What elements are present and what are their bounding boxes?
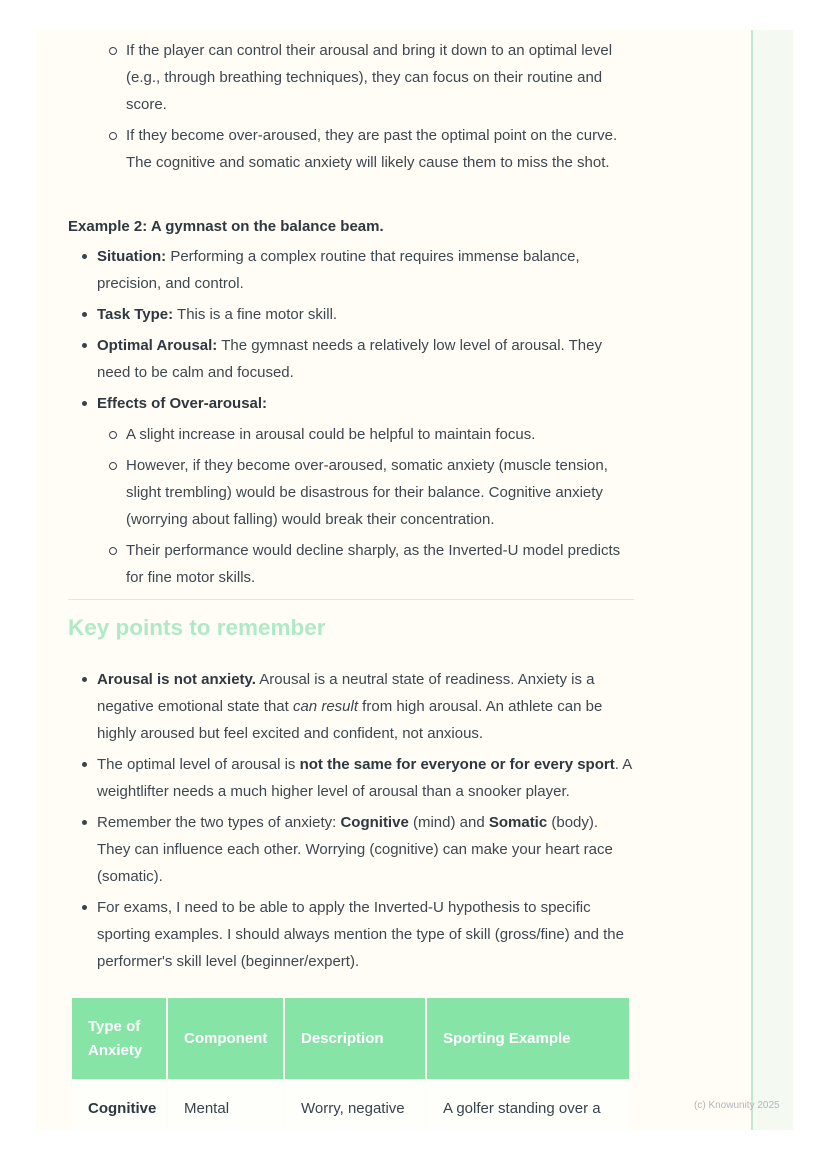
text-run: Remember the two types of anxiety: [97,814,341,831]
text-run: can result [292,698,359,715]
text-run: Situation: [97,248,167,265]
text-run: The optimal level of arousal is [97,756,300,773]
text-run: The gymnast needs a relatively low level of arousal. They need to be calm and focused. [97,337,602,381]
bullet-dot-icon [82,254,87,259]
text-run: not the same for everyone or for every sport [299,756,615,773]
text-run: If the player can control their arousal and bring it down to an optimal level (e.g., through breathing techniques), they can focus on their routine and score. [126,42,613,113]
bullet-dot-icon [82,677,87,682]
text-run: from high arousal. An athlete can be highly aroused but feel excited and confident, not anxious. [97,698,603,742]
table-cell: A golfer standing over a [427,1081,629,1130]
list-item [68,37,634,118]
list-item [68,751,634,805]
bullet-dot-icon [82,401,87,406]
text-run: If they become over-aroused, they are past the optimal point on the curve. The cognitive and somatic anxiety will likely cause them to miss the shot. [126,127,618,171]
text-run: (body). They can influence each other. Worrying (cognitive) can make your heart race (somatic). [97,814,613,885]
bullet-dot-icon [82,905,87,910]
circle-bullet-icon [109,547,117,555]
text-run: Task Type: [97,306,174,323]
list-item [68,421,634,448]
section-divider [68,599,634,600]
text-run: However, if they become over-aroused, somatic anxiety (muscle tension, slight trembling) would be disastrous for their balance. Cognitive anxiety (worrying about falling) would break their concentration. [126,457,608,528]
list-item [68,243,634,297]
text-run: Performing a complex routine that requires immense balance, precision, and control. [97,248,580,292]
text-run: Effects of Over-arousal: [97,395,268,412]
circle-bullet-icon [109,47,117,55]
bullet-dot-icon [82,762,87,767]
list-item [68,452,634,533]
table-cell: Worry, negative [285,1081,425,1130]
table-cell: Cognitive [72,1081,166,1130]
example2-list [68,243,634,591]
list-item [68,301,634,328]
text-run: Cognitive [340,814,409,831]
table-header-cell: Type of Anxiety [72,998,166,1079]
table-cell: Mental [168,1081,283,1130]
watermark: (c) Knowunity 2025 [694,1100,780,1111]
table-row [72,1081,629,1130]
text-run: Arousal is a neutral state of readiness. Anxiety is a negative emotional state that [97,671,595,715]
circle-bullet-icon [109,462,117,470]
text-run: . A weightlifter needs a much higher level of arousal than a snooker player. [97,756,632,800]
anxiety-table [70,996,631,1130]
text-run: Somatic [488,814,548,831]
list-item [68,122,634,176]
text-run: Optimal Arousal: [97,337,218,354]
table-header-cell: Sporting Example [427,998,629,1079]
intro-sublist [68,37,634,176]
text-run: (mind) and [408,814,489,831]
list-item [68,894,634,975]
list-item [68,666,634,747]
list-item [68,390,634,417]
table-header-row [72,998,629,1079]
bullet-dot-icon [82,312,87,317]
bullet-dot-icon [82,343,87,348]
circle-bullet-icon [109,431,117,439]
circle-bullet-icon [109,132,117,140]
text-run: A slight increase in arousal could be helpful to maintain focus. [126,426,536,443]
document-page [36,30,793,1130]
bullet-dot-icon [82,820,87,825]
table-header-cell: Component [168,998,283,1079]
text-run: This is a fine motor skill. [173,306,338,323]
list-item [68,332,634,386]
key-points-heading: Key points to remember [68,615,326,640]
text-run: Arousal is not anxiety. [97,671,256,688]
table-header-cell: Description [285,998,425,1079]
key-points-list [68,666,634,975]
text-run: For exams, I need to be able to apply the Inverted-U hypothesis to specific sporting examples. I should always mention the type of skill (gross/fine) and the performer's skill level (beginner/expert). [97,899,624,970]
effects-sublist [68,421,634,591]
page-right-strip [751,30,793,1130]
text-run: Their performance would decline sharply, as the Inverted-U model predicts for fine motor skills. [126,542,621,586]
example2-heading: Example 2: A gymnast on the balance beam. [68,218,384,235]
list-item [68,537,634,591]
list-item [68,809,634,890]
